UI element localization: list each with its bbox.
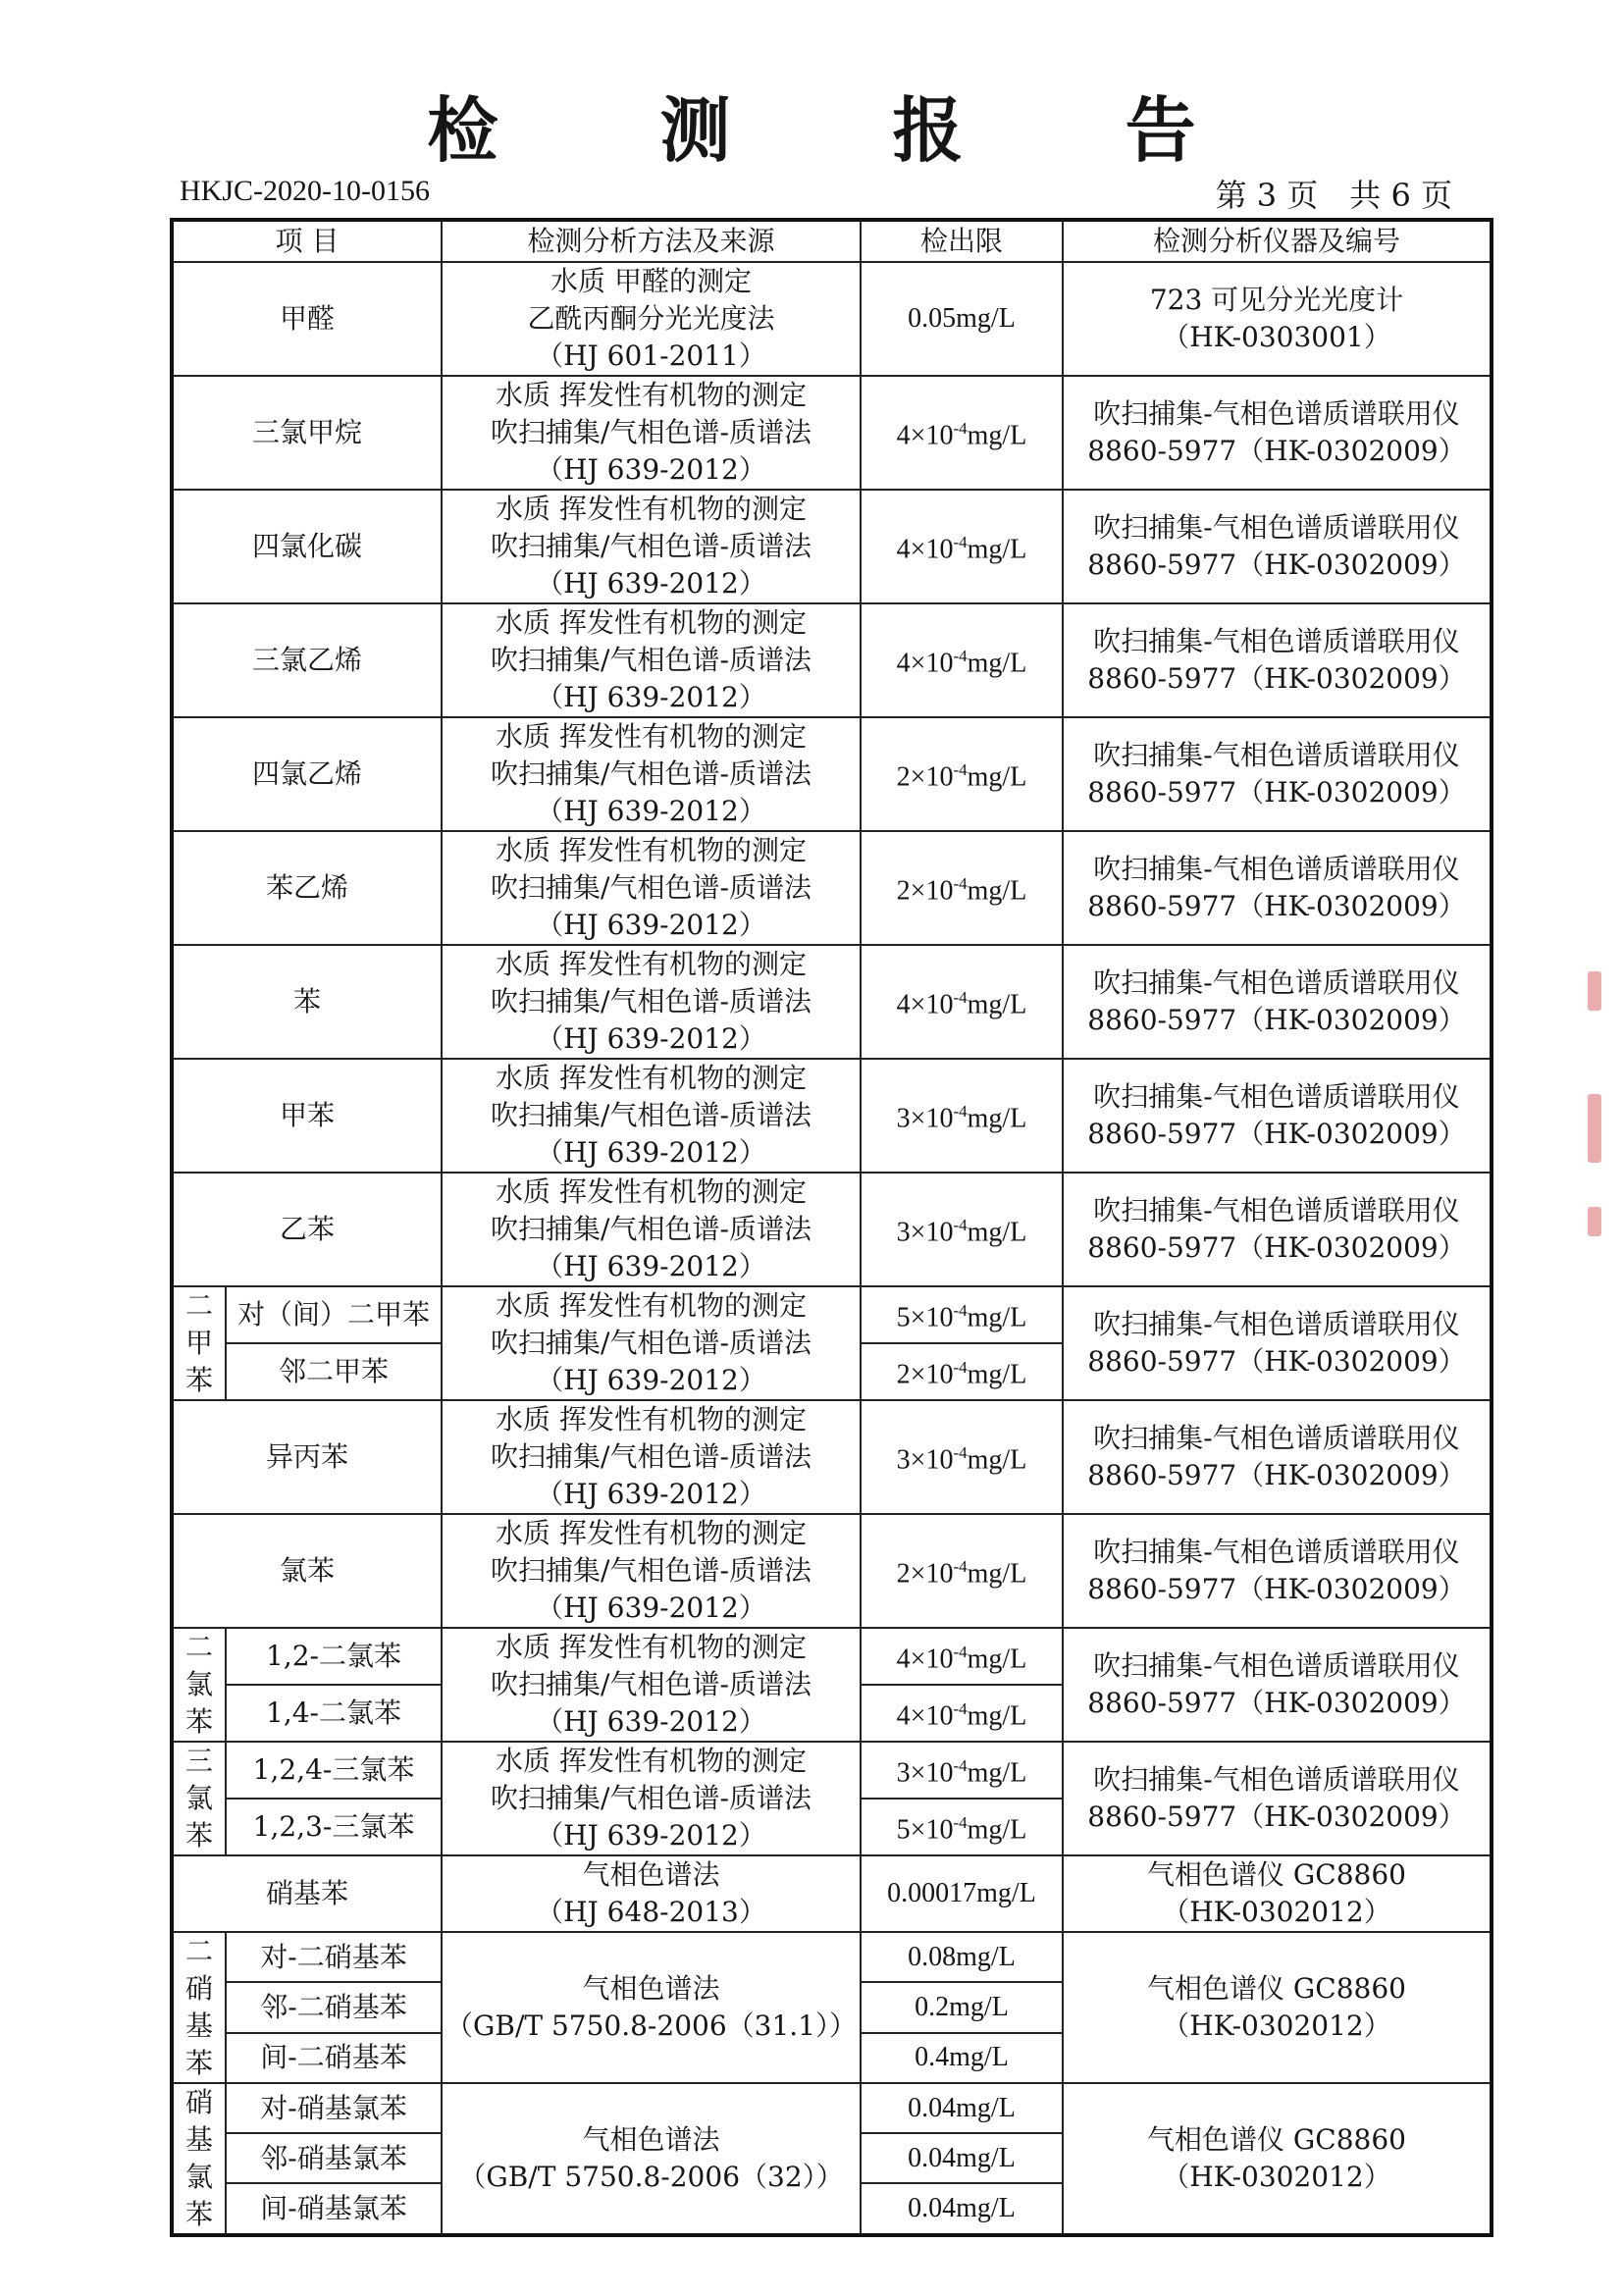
- sub-item-name: 1,4-二氯苯: [226, 1685, 442, 1742]
- limit-exponent: -4: [953, 760, 968, 780]
- instrument-cell: [1063, 1514, 1492, 1628]
- method-line: 吹扫捕集/气相色谱-质谱法: [491, 1327, 812, 1359]
- limit-coef: 3: [896, 1444, 911, 1476]
- detection-limit: $3\times 10^{-4}mg/L$: [861, 1742, 1063, 1799]
- sub-item-name: 邻-二硝基苯: [226, 1982, 442, 2032]
- instrument-cell: [1063, 2083, 1492, 2235]
- page-info: 第 3 页 共 6 页: [1215, 177, 1452, 214]
- report-number: HKJC-2020-10-0156: [180, 175, 430, 207]
- method-line: 吹扫捕集/气相色谱-质谱法: [491, 1668, 812, 1700]
- method-line: 吹扫捕集/气相色谱-质谱法: [491, 1440, 812, 1473]
- method-line: （HJ 639-2012）: [536, 453, 766, 486]
- table-row: [172, 1932, 1492, 1982]
- table-row: [172, 603, 1492, 717]
- instrument-line: 吹扫捕集-气相色谱质谱联用仪: [1093, 1763, 1460, 1796]
- limit-unit: mg/L: [967, 534, 1027, 565]
- instrument-line: 气相色谱仪 GC8860: [1147, 2123, 1406, 2156]
- method-line: 水质 挥发性有机物的测定: [496, 1517, 807, 1549]
- instrument-line: 8860-5977（HK-0302009）: [1087, 776, 1466, 809]
- method-line: （HJ 639-2012）: [536, 1705, 766, 1738]
- item-name: 乙苯: [172, 1173, 442, 1286]
- method-line: （HJ 648-2013）: [536, 1896, 766, 1928]
- instrument-cell: [1063, 603, 1492, 717]
- method-line: 水质 挥发性有机物的测定: [496, 1403, 807, 1435]
- instrument-line: 8860-5977（HK-0302009）: [1087, 1800, 1466, 1833]
- detection-limit: 0.08mg/L: [861, 1932, 1063, 1982]
- method-line: 水质 挥发性有机物的测定: [496, 1631, 807, 1663]
- group-char: 二: [184, 1631, 213, 1663]
- detection-limit: $3\times 10^{-4}mg/L$: [861, 1059, 1063, 1173]
- sub-item-name: 对-硝基氯苯: [226, 2083, 442, 2133]
- method-line: 水质 挥发性有机物的测定: [496, 1289, 807, 1322]
- table-row: [172, 1173, 1492, 1286]
- method-line: （HJ 639-2012）: [536, 681, 766, 713]
- detection-limit: $2\times 10^{-4}mg/L$: [861, 1343, 1063, 1400]
- limit-coef: 5: [896, 1814, 911, 1846]
- detection-limit: 0.00017mg/L: [861, 1855, 1063, 1932]
- report-title: 检 测 报 告: [427, 88, 1265, 172]
- sub-item-name: 邻二甲苯: [226, 1343, 442, 1400]
- method-cell: [442, 490, 861, 603]
- method-cell: [442, 376, 861, 490]
- table-row: [172, 2083, 1492, 2133]
- method-line: （HJ 639-2012）: [536, 1022, 766, 1055]
- table-row: [172, 1059, 1492, 1173]
- instrument-line: 8860-5977（HK-0302009）: [1087, 1004, 1466, 1036]
- method-line: 水质 挥发性有机物的测定: [496, 948, 807, 980]
- item-name: 四氯乙烯: [172, 717, 442, 831]
- method-line: 水质 甲醛的测定: [550, 265, 752, 297]
- item-name: 硝基苯: [172, 1855, 442, 1932]
- instrument-line: 吹扫捕集-气相色谱质谱联用仪: [1093, 511, 1460, 544]
- item-name: 异丙苯: [172, 1400, 442, 1514]
- group-char: 氯: [184, 1668, 213, 1700]
- limit-exponent: -4: [953, 1216, 968, 1235]
- detection-limit: 0.05mg/L: [861, 262, 1063, 376]
- method-line: （HJ 639-2012）: [536, 1819, 766, 1852]
- instrument-line: 吹扫捕集-气相色谱质谱联用仪: [1093, 1308, 1460, 1340]
- method-line: 吹扫捕集/气相色谱-质谱法: [491, 1099, 812, 1131]
- group-char: 二硝: [184, 1935, 213, 2005]
- method-line: （GB/T 5750.8-2006（31.1））: [445, 2009, 857, 2042]
- method-line: 吹扫捕集/气相色谱-质谱法: [491, 1554, 812, 1587]
- limit-coef: 4: [896, 1700, 911, 1732]
- group-label: [172, 1628, 226, 1742]
- method-line: 水质 挥发性有机物的测定: [496, 1745, 807, 1777]
- method-line: 气相色谱法: [582, 1972, 720, 2005]
- method-line: （HJ 639-2012）: [536, 1364, 766, 1396]
- limit-coef: 2: [896, 1359, 911, 1390]
- limit-exponent: -4: [953, 1756, 968, 1776]
- instrument-line: 8860-5977（HK-0302009）: [1087, 1345, 1466, 1378]
- method-line: 水质 挥发性有机物的测定: [496, 720, 807, 753]
- header-item: 项 目: [172, 220, 442, 262]
- limit-exponent: -4: [953, 1358, 968, 1378]
- limit-unit: mg/L: [967, 1444, 1027, 1476]
- limit-coef: 3: [896, 1103, 911, 1134]
- limit-exponent: -4: [953, 1643, 968, 1662]
- method-line: 水质 挥发性有机物的测定: [496, 1062, 807, 1094]
- limit-coef: 4: [896, 534, 911, 565]
- method-cell: [442, 945, 861, 1059]
- detection-limit: $5\times 10^{-4}mg/L$: [861, 1286, 1063, 1343]
- method-cell: [442, 1855, 861, 1932]
- sub-item-name: 间-硝基氯苯: [226, 2183, 442, 2235]
- method-line: （HJ 639-2012）: [536, 909, 766, 941]
- method-cell: [442, 1628, 861, 1742]
- sub-item-name: 1,2-二氯苯: [226, 1628, 442, 1685]
- instrument-cell: [1063, 945, 1492, 1059]
- method-line: 吹扫捕集/气相色谱-质谱法: [491, 644, 812, 676]
- limit-exponent: -4: [953, 1699, 968, 1719]
- instrument-line: （HK-0302012）: [1162, 2009, 1391, 2042]
- limit-coef: 2: [896, 1558, 911, 1590]
- method-cell: [442, 1173, 861, 1286]
- instrument-line: 723 可见分光光度计: [1149, 284, 1404, 316]
- limit-unit: mg/L: [967, 1814, 1027, 1846]
- instrument-line: 吹扫捕集-气相色谱质谱联用仪: [1093, 739, 1460, 771]
- method-cell: [442, 603, 861, 717]
- instrument-cell: [1063, 1628, 1492, 1742]
- instrument-cell: [1063, 262, 1492, 376]
- instrument-cell: [1063, 717, 1492, 831]
- item-name: 苯: [172, 945, 442, 1059]
- method-cell: [442, 1742, 861, 1855]
- instrument-line: 8860-5977（HK-0302009）: [1087, 1231, 1466, 1264]
- detection-limit: $4\times 10^{-4}mg/L$: [861, 603, 1063, 717]
- limit-coef: 4: [896, 989, 911, 1020]
- method-line: 气相色谱法: [582, 1858, 720, 1891]
- limit-unit: mg/L: [967, 1103, 1027, 1134]
- table-row: [172, 490, 1492, 603]
- table-row: [172, 1514, 1492, 1628]
- method-line: （HJ 639-2012）: [536, 1250, 766, 1282]
- instrument-line: 吹扫捕集-气相色谱质谱联用仪: [1093, 966, 1460, 999]
- instrument-line: 吹扫捕集-气相色谱质谱联用仪: [1093, 1194, 1460, 1226]
- method-line: （HJ 639-2012）: [536, 1592, 766, 1624]
- limit-exponent: -4: [953, 1813, 968, 1833]
- table-row: [172, 376, 1492, 490]
- limit-unit: mg/L: [967, 1757, 1027, 1789]
- detection-limit: 0.04mg/L: [861, 2083, 1063, 2133]
- table-row: [172, 1855, 1492, 1932]
- detection-limit: $4\times 10^{-4}mg/L$: [861, 1685, 1063, 1742]
- method-line: 水质 挥发性有机物的测定: [496, 606, 807, 639]
- group-char: 甲: [184, 1327, 213, 1359]
- table-row: [172, 945, 1492, 1059]
- method-line: 水质 挥发性有机物的测定: [496, 379, 807, 411]
- limit-unit: mg/L: [967, 1302, 1027, 1333]
- limit-unit: mg/L: [967, 875, 1027, 907]
- method-line: 吹扫捕集/气相色谱-质谱法: [491, 985, 812, 1018]
- sub-item-name: 1,2,3-三氯苯: [226, 1799, 442, 1855]
- item-name: 三氯甲烷: [172, 376, 442, 490]
- instrument-line: 8860-5977（HK-0302009）: [1087, 890, 1466, 922]
- method-cell: [442, 1932, 861, 2083]
- method-line: （HJ 601-2011）: [536, 339, 766, 372]
- instrument-cell: [1063, 1173, 1492, 1286]
- group-label: [172, 1932, 226, 2083]
- item-name: 甲苯: [172, 1059, 442, 1173]
- instrument-line: 8860-5977（HK-0302009）: [1087, 1459, 1466, 1491]
- method-line: 乙酰丙酮分光光度法: [527, 302, 775, 335]
- method-line: 水质 挥发性有机物的测定: [496, 493, 807, 525]
- instrument-line: （HK-0303001）: [1162, 321, 1391, 353]
- method-line: 水质 挥发性有机物的测定: [496, 1175, 807, 1208]
- instrument-cell: [1063, 1059, 1492, 1173]
- method-cell: [442, 262, 861, 376]
- method-line: 吹扫捕集/气相色谱-质谱法: [491, 757, 812, 790]
- item-name: 四氯化碳: [172, 490, 442, 603]
- method-line: 水质 挥发性有机物的测定: [496, 834, 807, 866]
- limit-coef: 3: [896, 1217, 911, 1248]
- detection-limit: 0.2mg/L: [861, 1982, 1063, 2032]
- instrument-line: （HK-0302012）: [1162, 2161, 1391, 2193]
- instrument-line: 8860-5977（HK-0302009）: [1087, 1118, 1466, 1150]
- method-cell: [442, 1059, 861, 1173]
- method-line: （HJ 639-2012）: [536, 1136, 766, 1169]
- header-instrument: 检测分析仪器及编号: [1063, 220, 1492, 262]
- limit-unit: mg/L: [967, 1359, 1027, 1390]
- method-line: 吹扫捕集/气相色谱-质谱法: [491, 871, 812, 904]
- group-char: 二: [184, 1289, 213, 1322]
- group-char: 苯: [184, 1819, 213, 1852]
- method-line: 吹扫捕集/气相色谱-质谱法: [491, 530, 812, 562]
- header-method: 检测分析方法及来源: [442, 220, 861, 262]
- instrument-line: 吹扫捕集-气相色谱质谱联用仪: [1093, 1422, 1460, 1454]
- limit-unit: mg/L: [967, 1217, 1027, 1248]
- sub-item-name: 邻-硝基氯苯: [226, 2133, 442, 2183]
- table-row: [172, 1628, 1492, 1685]
- limit-exponent: -4: [953, 874, 968, 894]
- limit-coef: 4: [896, 648, 911, 679]
- sub-item-name: 对（间）二甲苯: [226, 1286, 442, 1343]
- limit-exponent: -4: [953, 1557, 968, 1577]
- detection-limit: 0.04mg/L: [861, 2133, 1063, 2183]
- instrument-cell: [1063, 376, 1492, 490]
- detection-limit: 0.04mg/L: [861, 2183, 1063, 2235]
- sub-item-name: 1,2,4-三氯苯: [226, 1742, 442, 1799]
- limit-exponent: -4: [953, 1443, 968, 1463]
- method-cell: [442, 1514, 861, 1628]
- detection-limit: $3\times 10^{-4}mg/L$: [861, 1173, 1063, 1286]
- instrument-cell: [1063, 831, 1492, 945]
- instrument-line: 吹扫捕集-气相色谱质谱联用仪: [1093, 1080, 1460, 1113]
- group-char: 苯: [184, 1364, 213, 1396]
- method-line: 吹扫捕集/气相色谱-质谱法: [491, 1213, 812, 1245]
- instrument-line: 8860-5977（HK-0302009）: [1087, 1573, 1466, 1605]
- method-line: （GB/T 5750.8-2006（32））: [458, 2161, 844, 2193]
- group-label: [172, 1742, 226, 1855]
- instrument-cell: [1063, 1400, 1492, 1514]
- limit-exponent: -4: [953, 419, 968, 439]
- instrument-line: 8860-5977（HK-0302009）: [1087, 435, 1466, 467]
- group-char: 苯: [184, 1705, 213, 1738]
- item-name: 苯乙烯: [172, 831, 442, 945]
- instrument-line: 气相色谱仪 GC8860: [1147, 1972, 1406, 2005]
- detection-limit: $2\times 10^{-4}mg/L$: [861, 831, 1063, 945]
- limit-exponent: -4: [953, 647, 968, 666]
- detection-limit: 0.4mg/L: [861, 2033, 1063, 2083]
- method-cell: [442, 2083, 861, 2235]
- limit-unit: mg/L: [967, 989, 1027, 1020]
- sub-item-name: 对-二硝基苯: [226, 1932, 442, 1982]
- limit-coef: 5: [896, 1302, 911, 1333]
- table-row: [172, 831, 1492, 945]
- detection-limit: $3\times 10^{-4}mg/L$: [861, 1400, 1063, 1514]
- table-row: [172, 717, 1492, 831]
- instrument-line: 8860-5977（HK-0302009）: [1087, 548, 1466, 581]
- detection-limit: $4\times 10^{-4}mg/L$: [861, 376, 1063, 490]
- instrument-line: 气相色谱仪 GC8860: [1147, 1858, 1406, 1891]
- limit-coef: 4: [896, 420, 911, 451]
- limit-exponent: -4: [953, 1301, 968, 1321]
- detection-limit: $5\times 10^{-4}mg/L$: [861, 1799, 1063, 1855]
- limit-coef: 4: [896, 1644, 911, 1675]
- method-cell: [442, 831, 861, 945]
- detection-method-table: [170, 218, 1493, 2237]
- instrument-cell: [1063, 1855, 1492, 1932]
- limit-unit: mg/L: [967, 1700, 1027, 1732]
- table-header-row: [172, 220, 1492, 262]
- method-cell: [442, 717, 861, 831]
- method-line: （HJ 639-2012）: [536, 567, 766, 600]
- detection-limit: $4\times 10^{-4}mg/L$: [861, 1628, 1063, 1685]
- limit-unit: mg/L: [967, 1644, 1027, 1675]
- limit-exponent: -4: [953, 1102, 968, 1122]
- detection-limit: $2\times 10^{-4}mg/L$: [861, 1514, 1063, 1628]
- method-line: 吹扫捕集/气相色谱-质谱法: [491, 1782, 812, 1814]
- seal-edge-mark: [1588, 971, 1601, 1011]
- instrument-line: （HK-0302012）: [1162, 1896, 1391, 1928]
- method-line: （HJ 639-2012）: [536, 1478, 766, 1510]
- method-cell: [442, 1400, 861, 1514]
- limit-unit: mg/L: [967, 420, 1027, 451]
- table-row: [172, 1742, 1492, 1799]
- method-cell: [442, 1286, 861, 1400]
- group-char: 三: [184, 1745, 213, 1777]
- table-row: [172, 262, 1492, 376]
- instrument-line: 8860-5977（HK-0302009）: [1087, 662, 1466, 695]
- item-name: 甲醛: [172, 262, 442, 376]
- limit-unit: mg/L: [967, 648, 1027, 679]
- limit-coef: 2: [896, 875, 911, 907]
- item-name: 三氯乙烯: [172, 603, 442, 717]
- method-line: 气相色谱法: [582, 2123, 720, 2156]
- limit-coef: 2: [896, 761, 911, 793]
- detection-limit: $2\times 10^{-4}mg/L$: [861, 717, 1063, 831]
- table-row: [172, 1400, 1492, 1514]
- item-name: 氯苯: [172, 1514, 442, 1628]
- instrument-line: 吹扫捕集-气相色谱质谱联用仪: [1093, 397, 1460, 430]
- detection-limit: $4\times 10^{-4}mg/L$: [861, 945, 1063, 1059]
- sub-item-name: 间-二硝基苯: [226, 2033, 442, 2083]
- header-limit: 检出限: [861, 220, 1063, 262]
- limit-unit: mg/L: [967, 1558, 1027, 1590]
- seal-edge-mark: [1588, 1094, 1601, 1163]
- instrument-line: 吹扫捕集-气相色谱质谱联用仪: [1093, 853, 1460, 885]
- instrument-line: 吹扫捕集-气相色谱质谱联用仪: [1093, 625, 1460, 657]
- group-char: 基苯: [184, 2009, 213, 2079]
- instrument-cell: [1063, 490, 1492, 603]
- instrument-line: 吹扫捕集-气相色谱质谱联用仪: [1093, 1536, 1460, 1568]
- group-char: 氯: [184, 1782, 213, 1814]
- table-row: [172, 1286, 1492, 1343]
- limit-unit: mg/L: [967, 761, 1027, 793]
- limit-exponent: -4: [953, 533, 968, 552]
- group-label: [172, 1286, 226, 1400]
- limit-exponent: -4: [953, 988, 968, 1008]
- instrument-line: 8860-5977（HK-0302009）: [1087, 1687, 1466, 1719]
- method-line: （HJ 639-2012）: [536, 795, 766, 827]
- group-char: 氯苯: [184, 2161, 213, 2230]
- instrument-cell: [1063, 1286, 1492, 1400]
- seal-edge-mark: [1588, 1207, 1601, 1236]
- instrument-cell: [1063, 1742, 1492, 1855]
- group-label: [172, 2083, 226, 2235]
- limit-coef: 3: [896, 1757, 911, 1789]
- instrument-line: 吹扫捕集-气相色谱质谱联用仪: [1093, 1649, 1460, 1682]
- method-line: 吹扫捕集/气相色谱-质谱法: [491, 416, 812, 448]
- group-char: 硝基: [184, 2086, 213, 2156]
- instrument-cell: [1063, 1932, 1492, 2083]
- detection-limit: $4\times 10^{-4}mg/L$: [861, 490, 1063, 603]
